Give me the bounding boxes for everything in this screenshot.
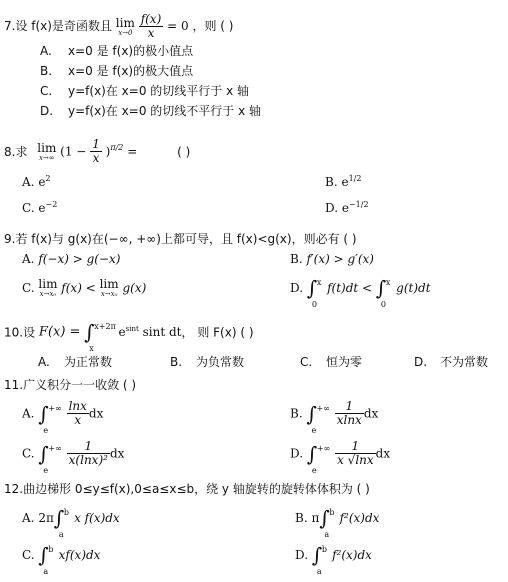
integral-sign: ∫ x 0 bbox=[307, 278, 317, 298]
option-label: D. bbox=[414, 355, 428, 369]
q7-lim bbox=[116, 17, 135, 37]
q9-option-b[interactable] bbox=[290, 252, 374, 266]
fraction bbox=[335, 400, 364, 427]
q8-fraction bbox=[90, 138, 102, 165]
dx: dx bbox=[375, 446, 391, 461]
int-lower: e bbox=[43, 425, 49, 435]
q9-option-a[interactable] bbox=[22, 252, 121, 266]
q7-frac-den: x bbox=[147, 26, 155, 40]
q8-option-c[interactable] bbox=[22, 200, 57, 215]
option-label: C. bbox=[40, 84, 53, 98]
q12-option-a[interactable] bbox=[22, 506, 120, 539]
q8-stem-label: 8.求 bbox=[4, 145, 28, 159]
dx: dx bbox=[363, 406, 379, 421]
q7-eq: = 0 bbox=[167, 19, 189, 33]
integral-sign: ∫ b a bbox=[312, 545, 322, 565]
q10-option-c[interactable] bbox=[300, 353, 362, 370]
q8-lim bbox=[37, 142, 56, 162]
option-text: x=0 是 f(x)的极大值点 bbox=[68, 64, 194, 78]
option-label: B. bbox=[290, 252, 303, 266]
frac-den: xlnx bbox=[336, 413, 362, 427]
q11-option-b[interactable] bbox=[290, 399, 379, 435]
frac-num: 1 bbox=[67, 440, 110, 454]
option-text: 不为常数 bbox=[440, 355, 489, 369]
lim-sub: x→x₀ bbox=[100, 290, 118, 298]
option-text: e bbox=[341, 201, 349, 215]
integral-sign: ∫ x 0 bbox=[376, 278, 386, 298]
option-text: x=0 是 f(x)的极小值点 bbox=[68, 44, 194, 58]
q10-stem-label: 10.设 bbox=[4, 325, 36, 340]
option-label: A. bbox=[22, 175, 35, 189]
q9-stem: 9.若 f(x)与 g(x)在(−∞, +∞)上都可导，且 f(x)<g(x)，则必有 ( ) bbox=[4, 232, 357, 246]
option-label: D. bbox=[290, 281, 304, 295]
q10-stem bbox=[4, 320, 254, 353]
int-upper: +∞ bbox=[316, 443, 331, 453]
option-text: 恒为零 bbox=[326, 355, 363, 369]
option-label: A. bbox=[22, 252, 35, 266]
int-upper: b bbox=[48, 545, 54, 554]
int-upper: +∞ bbox=[48, 403, 62, 413]
option-text: f(−x) > g(−x) bbox=[38, 252, 121, 266]
q8-lim-sub: x→∞ bbox=[38, 153, 55, 162]
int-lower: 0 bbox=[380, 300, 387, 309]
int-lower: a bbox=[324, 530, 330, 539]
q7-option-d[interactable] bbox=[40, 102, 261, 119]
q7-fraction bbox=[139, 13, 164, 40]
option-text: f²(x)dx bbox=[339, 511, 380, 525]
q11-option-c[interactable] bbox=[22, 439, 125, 475]
integral-sign: ∫ b a bbox=[319, 508, 329, 528]
q11-stem: 11.广义积分一一收敛 ( ) bbox=[4, 378, 137, 392]
option-label: D. bbox=[290, 446, 304, 461]
int-lower: a bbox=[58, 530, 64, 539]
dx: dx bbox=[88, 406, 104, 421]
q9-option-d[interactable] bbox=[290, 276, 431, 309]
q7-option-c[interactable] bbox=[40, 82, 249, 99]
option-sup: 1/2 bbox=[348, 174, 362, 183]
q9-c-mid: f(x) < bbox=[61, 281, 96, 295]
q8-eq: = bbox=[127, 144, 138, 159]
integral-sign: ∫ +∞ e bbox=[38, 404, 48, 424]
option-label: A. bbox=[38, 355, 50, 369]
option-label: D. bbox=[40, 104, 54, 118]
q9-c-lim2 bbox=[100, 278, 119, 298]
int-upper: x+2π bbox=[94, 322, 116, 331]
option-label: B. bbox=[290, 406, 303, 421]
option-label: B. bbox=[170, 355, 183, 369]
q11-option-d[interactable] bbox=[290, 439, 391, 475]
option-sup: −2 bbox=[45, 200, 58, 209]
integral-sign: ∫ +∞ e bbox=[306, 404, 316, 424]
option-label: D. bbox=[325, 201, 339, 215]
q7-lim-label: lim bbox=[115, 15, 135, 30]
option-label: A. bbox=[22, 511, 35, 525]
integral-sign: ∫ x+2π x bbox=[84, 322, 94, 342]
int-lower: e bbox=[311, 425, 317, 435]
q7-option-a[interactable] bbox=[40, 42, 193, 59]
option-text: y=f(x)在 x=0 的切线平行于 x 轴 bbox=[68, 84, 249, 98]
q10-option-d[interactable] bbox=[414, 353, 488, 370]
option-label: C. bbox=[22, 201, 35, 215]
int-lower: x bbox=[89, 344, 94, 353]
option-label: A. bbox=[22, 406, 35, 421]
q10-option-a[interactable] bbox=[38, 353, 112, 370]
q9-d-mid: f(t)dt < bbox=[327, 281, 373, 295]
q12-option-c[interactable] bbox=[22, 543, 101, 576]
frac-den: x √lnx bbox=[337, 453, 374, 467]
frac-num: 1 bbox=[335, 440, 376, 454]
q12-option-d[interactable] bbox=[295, 543, 372, 576]
dx: dx bbox=[109, 446, 125, 461]
fraction bbox=[335, 440, 376, 467]
q7-stem-before: 7.设 f(x)是奇函数且 bbox=[4, 19, 112, 33]
option-label: C. bbox=[22, 548, 35, 562]
integral-sign: ∫ b a bbox=[54, 508, 64, 528]
q9-option-c[interactable] bbox=[22, 278, 146, 298]
option-text: 为负常数 bbox=[196, 355, 245, 369]
int-upper: b bbox=[329, 508, 335, 517]
q7-stem-after: ，则 ( ) bbox=[192, 19, 234, 33]
lim-sub: x→x₀ bbox=[39, 290, 57, 298]
int-upper: +∞ bbox=[316, 403, 330, 413]
q10-e: e bbox=[118, 325, 126, 339]
option-text: e bbox=[38, 175, 46, 189]
int-upper: b bbox=[321, 545, 327, 554]
option-pre: 2π bbox=[38, 511, 54, 525]
fraction bbox=[67, 440, 110, 467]
q8-frac-num: 1 bbox=[92, 137, 100, 151]
q12-stem: 12.曲边梯形 0≤y≤f(x),0≤a≤x≤b，绕 y 轴旋转的旋转体体积为 ( ) bbox=[4, 482, 370, 496]
option-label: D. bbox=[295, 548, 309, 562]
q8-paren: ( ) bbox=[177, 144, 191, 159]
q10-sup: sint bbox=[125, 325, 139, 333]
int-lower: 0 bbox=[311, 300, 317, 309]
integral-sign: ∫ +∞ e bbox=[307, 444, 317, 464]
option-label: C. bbox=[300, 355, 313, 369]
q9-c-lim bbox=[38, 278, 57, 298]
q8-option-a[interactable] bbox=[22, 174, 51, 189]
q12-option-b[interactable] bbox=[295, 506, 380, 539]
q7-lim-sub: x→0 bbox=[118, 28, 133, 37]
frac-num: 1 bbox=[335, 400, 364, 414]
q8-expr-b: ) bbox=[105, 144, 111, 159]
option-text: e bbox=[38, 201, 46, 215]
q11-option-a[interactable] bbox=[22, 399, 104, 435]
option-text: xf(x)dx bbox=[58, 548, 101, 562]
q8-frac-den: x bbox=[92, 151, 100, 165]
int-upper: x bbox=[385, 278, 391, 287]
lim-label: lim bbox=[38, 277, 58, 291]
q10-integrand-b: sint dt bbox=[142, 325, 182, 339]
q8-lim-label: lim bbox=[37, 140, 57, 155]
q10-option-b[interactable] bbox=[170, 353, 244, 370]
option-text: f²(x)dx bbox=[332, 548, 372, 562]
q10-stem-after: 则 F(x) ( ) bbox=[197, 325, 254, 340]
option-label: B. bbox=[40, 64, 53, 78]
option-label: C. bbox=[22, 281, 35, 295]
q8-expr-a: (1 − bbox=[60, 144, 87, 159]
fraction bbox=[67, 400, 89, 427]
option-label: B. bbox=[325, 175, 338, 189]
q8-exponent: π/2 bbox=[110, 143, 124, 152]
int-lower: a bbox=[43, 567, 49, 576]
option-label: B. bbox=[295, 511, 308, 525]
int-lower: e bbox=[311, 465, 317, 475]
int-upper: x bbox=[316, 278, 322, 287]
option-label: C. bbox=[22, 446, 35, 461]
q10-integrand bbox=[119, 325, 182, 339]
frac-num: lnx bbox=[68, 399, 87, 413]
int-upper: +∞ bbox=[48, 443, 62, 453]
integral-sign: ∫ +∞ e bbox=[38, 444, 48, 464]
q8-option-d[interactable] bbox=[325, 200, 369, 215]
option-text: 为正常数 bbox=[64, 355, 113, 369]
q10-lhs: F(x) = bbox=[38, 324, 81, 340]
option-text: f′(x) > g′(x) bbox=[306, 252, 374, 266]
lim-label: lim bbox=[99, 277, 119, 291]
option-sup: 2 bbox=[45, 174, 51, 183]
integral-sign: ∫ b a bbox=[38, 545, 48, 565]
frac-den: x bbox=[74, 413, 82, 427]
option-text: x f(x)dx bbox=[74, 511, 120, 525]
q7-option-b[interactable] bbox=[40, 62, 193, 79]
option-text: y=f(x)在 x=0 的切线不平行于 x 轴 bbox=[68, 104, 261, 118]
q9-c-end: g(x) bbox=[122, 281, 147, 295]
q8-option-b[interactable] bbox=[325, 174, 361, 189]
q10-comma: ， bbox=[181, 325, 194, 340]
frac-den: x(lnx)² bbox=[68, 453, 108, 467]
q7-stem bbox=[4, 13, 233, 40]
q7-frac-num: f(x) bbox=[140, 12, 162, 26]
q9-d-end: g(t)dt bbox=[396, 281, 431, 295]
int-lower: e bbox=[43, 465, 49, 475]
option-sup: −1/2 bbox=[348, 200, 369, 209]
option-pre: π bbox=[311, 511, 320, 525]
option-label: A. bbox=[40, 44, 52, 58]
q8-stem bbox=[4, 138, 190, 165]
int-upper: b bbox=[63, 508, 69, 517]
int-lower: a bbox=[316, 567, 322, 576]
option-text: e bbox=[341, 175, 349, 189]
